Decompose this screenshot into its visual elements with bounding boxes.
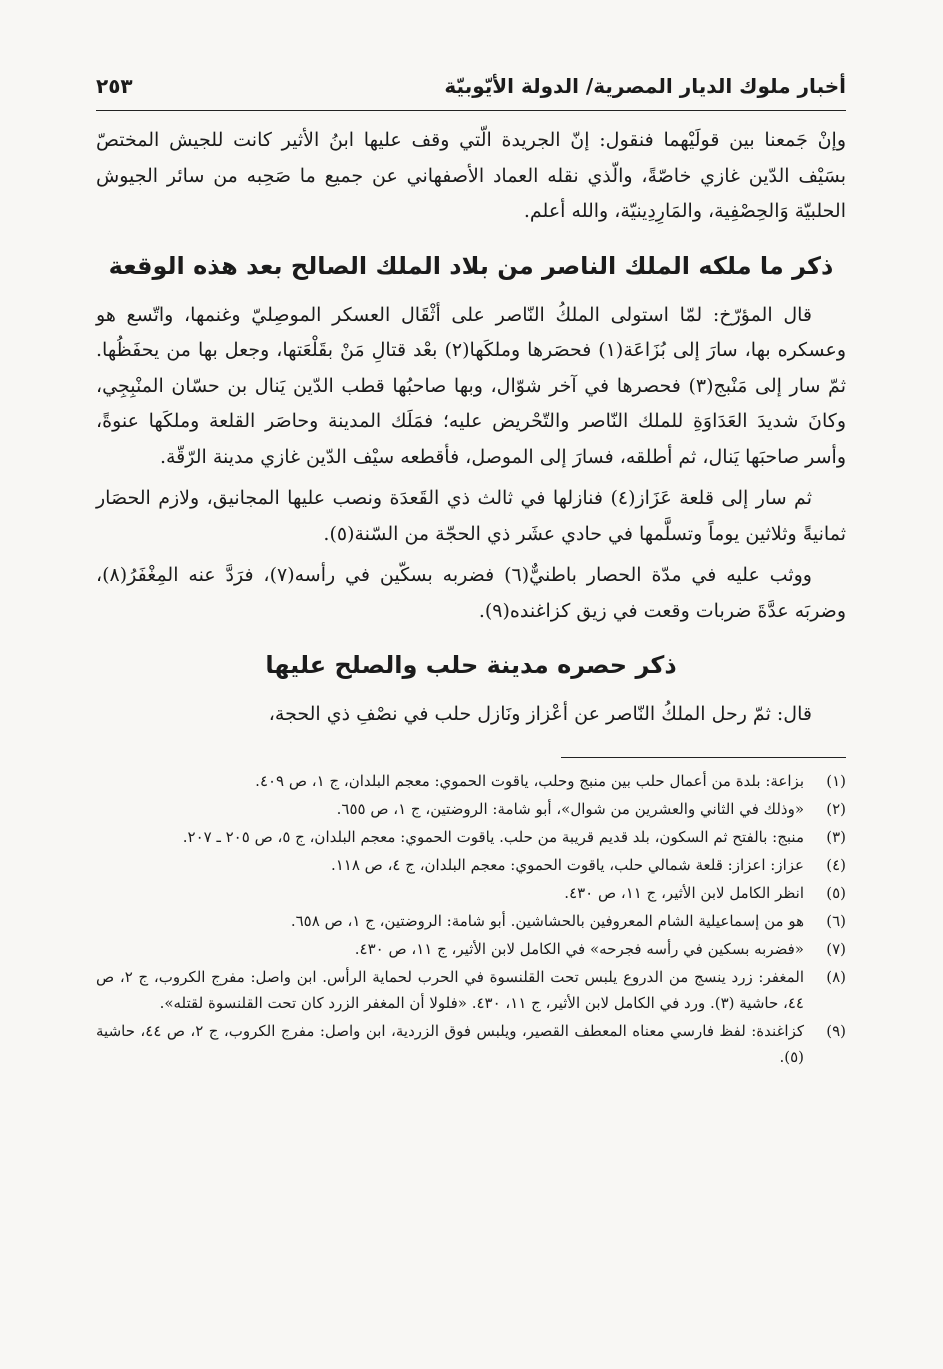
footnote-item — [96, 1018, 846, 1070]
footnote-item — [96, 852, 846, 878]
footnote-number: (٥) — [826, 883, 846, 902]
footnote-text: كزاغندة: لفظ فارسي معناه المعطف القصير، ويلبس فوق الزردية، ابن واصل: مفرج الكروب، ج ٢، ص ٤٤، حاشية (٥). — [96, 1021, 804, 1066]
footnote-item — [96, 908, 846, 934]
paragraph: قال: ثمّ رحل الملكُ النّاصر عن أعْزاز ونَازل حلب في نصْفِ ذي الحجة، — [268, 703, 812, 725]
paragraph: ثم سار إلى قلعة عَزَاز(٤) فنازلها في ثالث ذي القَعدَة ونصب عليها المجانيق، ولازم الحصَار ثمانيةً وثلاثين يوماً وتسلَّمها في حادي عشَر ذي الحجّة من السّنة(٥). — [96, 487, 846, 545]
running-title: أخبار ملوك الديار المصرية/ الدولة الأيّوبيّة — [444, 74, 846, 98]
paragraph: وإنْ جَمعنا بين قولَيْهما فنقول: إنّ الجريدة الّتي وقف عليها ابنُ الأثير كانت للجيش المختصّ بسَيْف الدّين غازي خاصّةً، والّذي نقله العماد الأصفهاني عن جميع ما صَحِبه من سائر الجيوش الحلبيّة وَالحِصْفِية، والمَارِدِينيّة، والله أعلم. — [96, 129, 846, 222]
footnote-number: (٣) — [826, 827, 846, 846]
footnote-text: عزاز: اعزاز: قلعة شمالي حلب، ياقوت الحموي: معجم البلدان، ج ٤، ص ١١٨. — [330, 855, 804, 874]
footnote-text: المغفر: زرد ينسج من الدروع يلبس تحت القلنسوة في الحرب لحماية الرأس. ابن واصل: مفرج الكروب، ج ٢، ص ٤٤، حاشية (٣). ورد في الكامل لابن الأثير، ج ١١، ٤٣٠. «فلولا أن المغفر الزرد كان تحت القلنسوة لقتله». — [96, 967, 804, 1012]
footnote-text: هو من إسماعيلية الشام المعروفين بالحشاشين. أبو شامة: الروضتين، ج ١، ص ٦٥٨. — [290, 911, 804, 930]
footnote-item — [96, 880, 846, 906]
footnote-text: «وذلك في الثاني والعشرين من شوال»، أبو شامة: الروضتين، ج ١، ص ٦٥٥. — [336, 799, 804, 818]
footnote-text: بزاعة: بلدة من أعمال حلب بين منبج وحلب، ياقوت الحموي: معجم البلدان، ج ١، ص ٤٠٩. — [255, 771, 804, 790]
footnote-number: (٨) — [826, 967, 846, 986]
footnote-item — [96, 964, 846, 1016]
footnote-text: منبج: بالفتح ثم السكون، بلد قديم قريبة من حلب. ياقوت الحموي: معجم البلدان، ج ٥، ص ٢٠٥ ـ ٢٠٧. — [182, 827, 804, 846]
paragraph: قال المؤرّخ: لمّا استولى الملكُ النّاصر على أثْقَال العسكر الموصِليّ وغنمها، واتّسع هو وعسكره بها، سارَ إلى بُزَاعَة(١) فحصَرها وملكَها(٢) بعْد قتالِ مَنْ بقَلْعَتها، وجعل بها من يحفَظُها. ثمّ سار إلى مَنْبج(٣) فحصرها في آخر شوّال، وبها صاحبُها قطب الدّين يَنال بن حسّان المنْبِجِي، وكانَ شديدَ العَدَاوَةِ للملك النّاصر والتّحْريض عليه؛ فمَلَك المدينة وحاصَر القلعة وملكَها عنوةً، وأسر صاحبَها يَنال، ثم أطلقه، فسارَ إلى الموصل، فأقطعه سيْف الدّين غازي مدينة الرّقّة. — [96, 303, 847, 468]
page-number: ٢٥٣ — [96, 74, 133, 98]
footnote-number: (٧) — [826, 939, 846, 958]
page-header — [96, 70, 846, 111]
footnote-number: (٩) — [826, 1021, 846, 1040]
footnote-text: انظر الكامل لابن الأثير، ج ١١، ص ٤٣٠. — [564, 883, 804, 902]
footnote-item — [96, 796, 846, 822]
paragraph: ووثب عليه في مدّة الحصار باطنيٌّ(٦) فضربه بسكّين في رأسه(٧)، فرَدَّ عنه المِغْفَرُ(٨)، وضربَه عدَّةَ ضربات وقعت في زيق كزاغنده(٩). — [96, 564, 846, 622]
footnote-item — [96, 768, 846, 794]
footnotes — [96, 768, 846, 1070]
book-page — [96, 70, 846, 1072]
footnote-number: (٦) — [826, 911, 846, 930]
footnote-item — [96, 824, 846, 850]
footnote-number: (٢) — [826, 799, 846, 818]
section-heading: ذكر حصره مدينة حلب والصلح عليها — [265, 651, 677, 679]
section-heading: ذكر ما ملكه الملك الناصر من بلاد الملك الصالح بعد هذه الوقعة — [108, 251, 834, 280]
footnote-number: (٤) — [826, 855, 846, 874]
footnote-divider — [561, 757, 846, 758]
main-text — [96, 123, 846, 733]
footnote-number: (١) — [826, 771, 846, 790]
footnote-text: «فضربه بسكين في رأسه فجرحه» في الكامل لابن الأثير، ج ١١، ص ٤٣٠. — [354, 939, 804, 958]
footnote-item — [96, 936, 846, 962]
